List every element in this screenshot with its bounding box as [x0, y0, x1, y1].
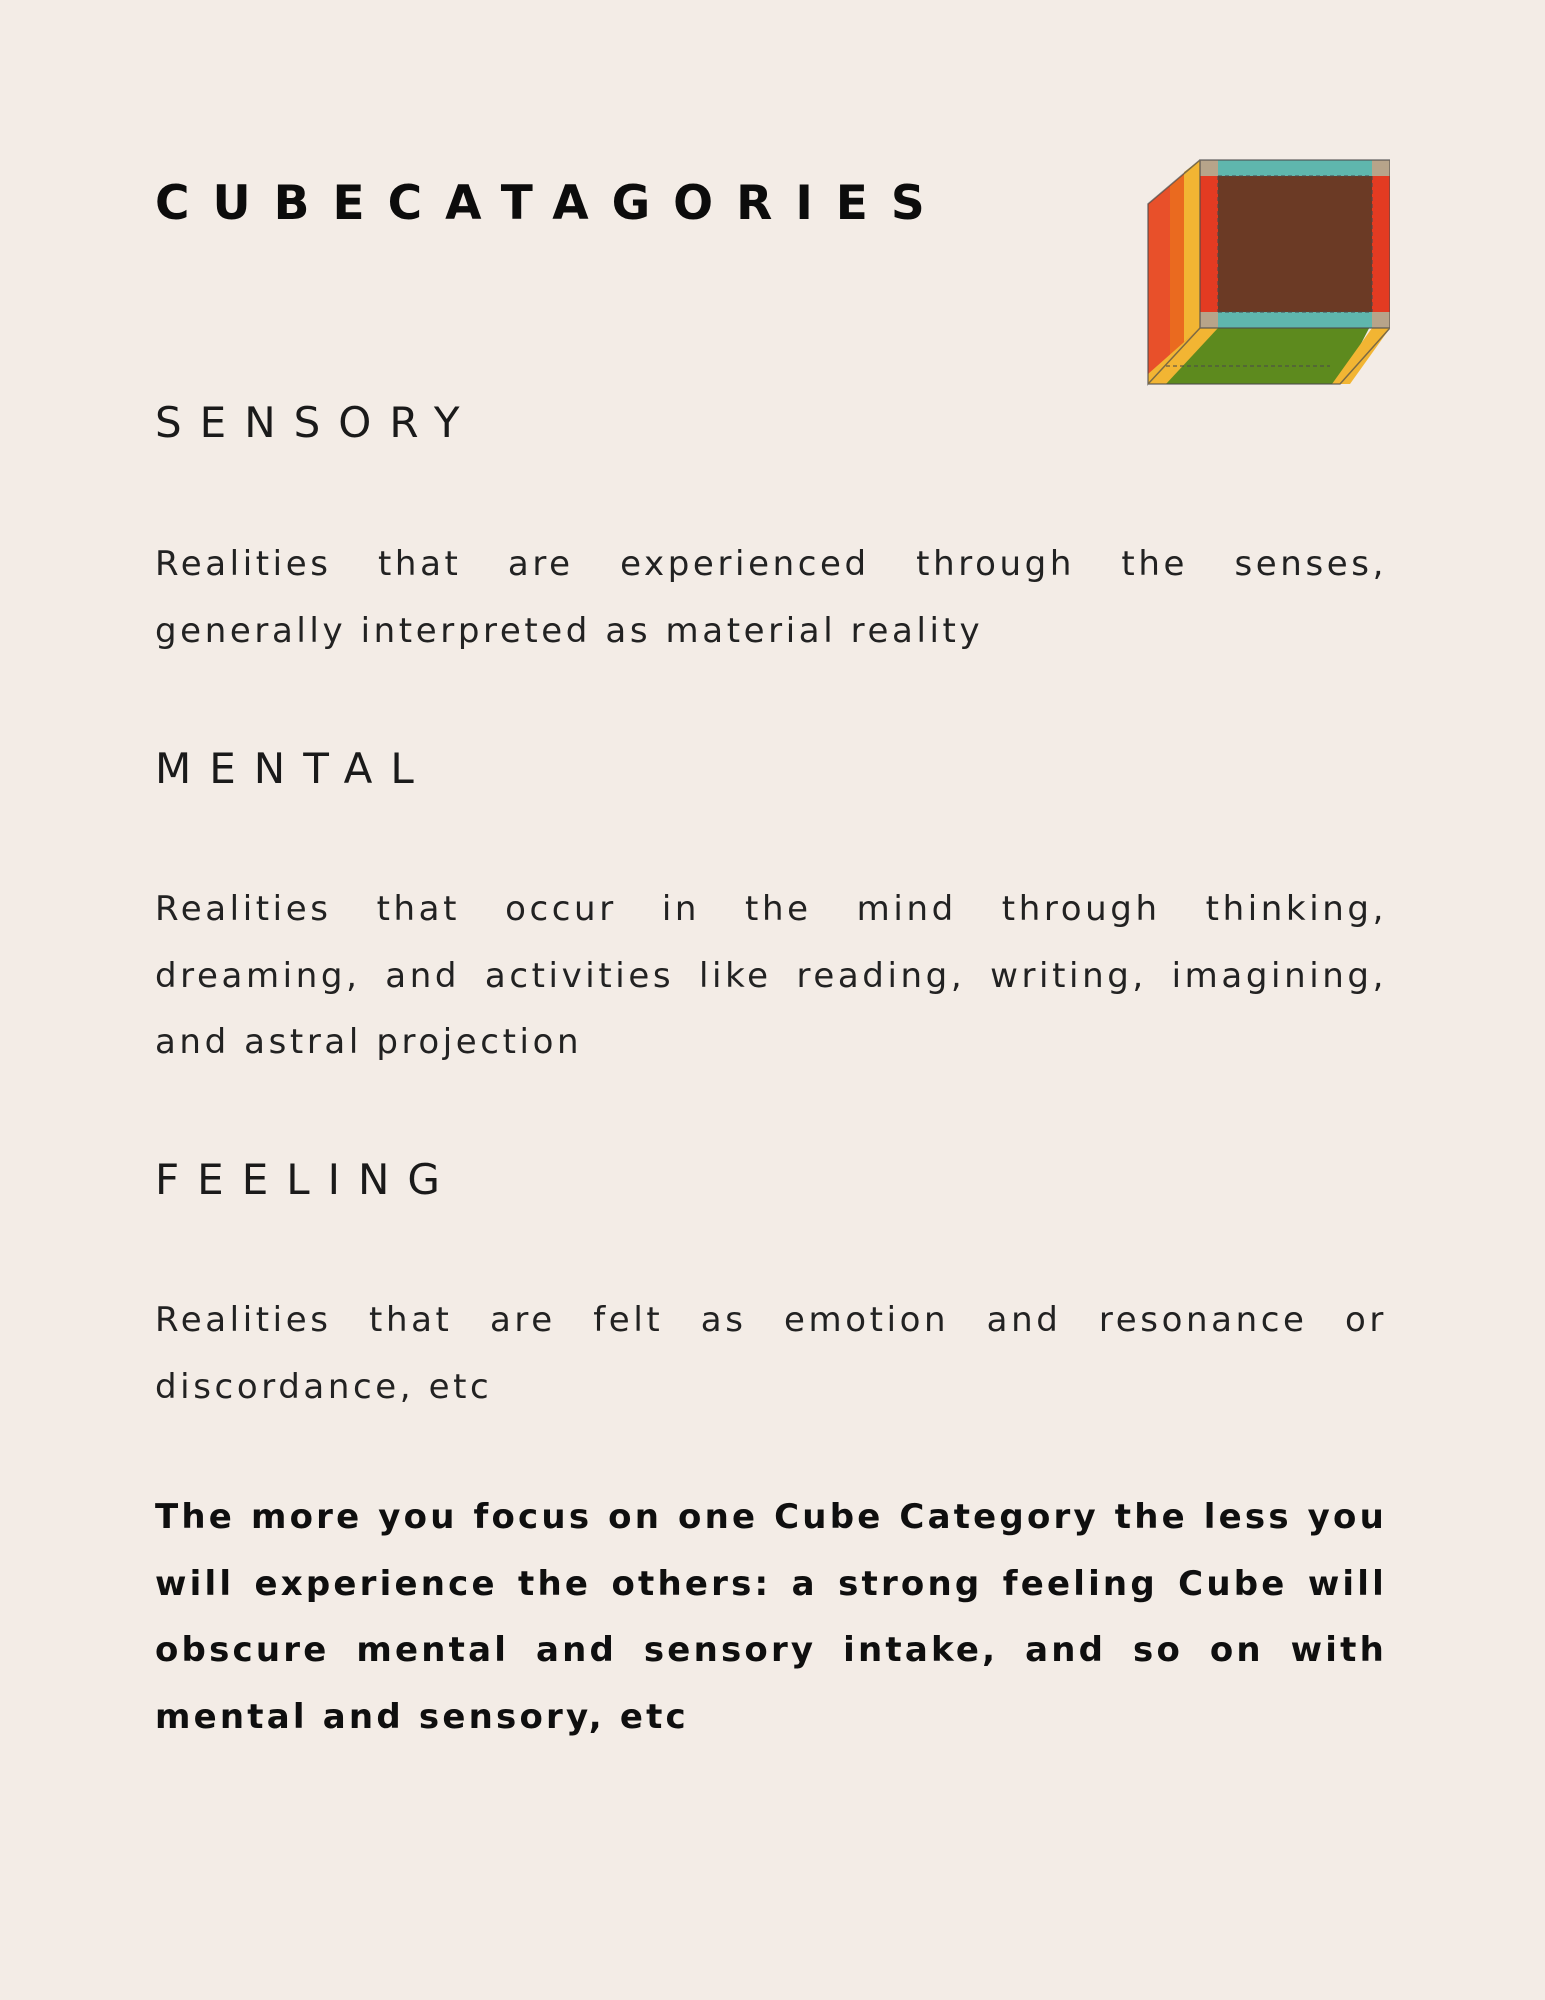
closing-note: The more you focus on one Cube Category the less you will experience the others: a strong feeling Cube will obscure mental and sensory intake, and so on with mental and sensory, etc — [155, 1497, 1387, 1737]
cube-icon — [1140, 152, 1390, 392]
section-text-sensory: Realities that are experienced through the senses, generally interpreted as material reality — [155, 544, 1387, 651]
page-title: CUBECATAGORIES — [155, 176, 948, 231]
section-heading-sensory: SENSORY — [155, 398, 478, 447]
section-text-mental: Realities that occur in the mind through thinking, dreaming, and activities like reading, writing, imagining, and astral projection — [155, 889, 1387, 1062]
cube-front-face — [1200, 160, 1390, 328]
cube-illustration — [1140, 152, 1390, 392]
section-text-feeling: Realities that are felt as emotion and resonance or discordance, etc — [155, 1300, 1387, 1407]
section-heading-mental: MENTAL — [155, 744, 432, 793]
section-heading-feeling: FEELING — [155, 1155, 458, 1204]
